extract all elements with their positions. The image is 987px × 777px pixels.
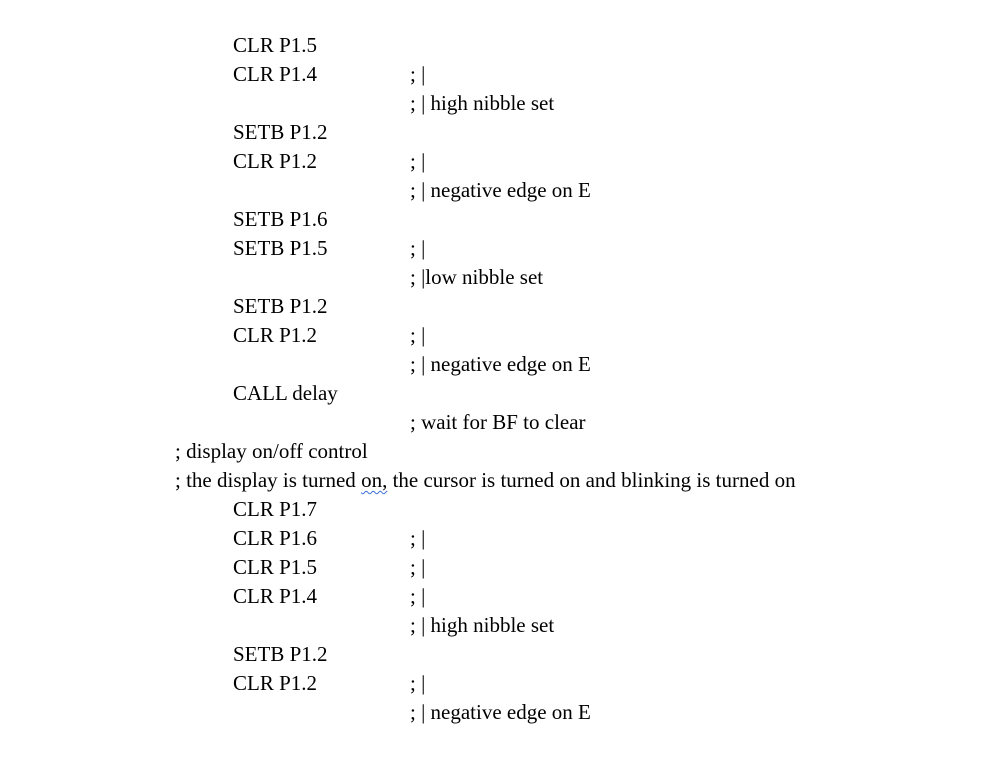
instruction: CLR P1.2 (233, 323, 318, 347)
heading-comment: ; display on/off control (175, 439, 368, 463)
code-comment: ; | (410, 62, 426, 86)
instruction: SETB P1.2 (233, 294, 328, 318)
instruction: CLR P1.2 (233, 149, 318, 173)
instruction: CLR P1.4 (233, 584, 318, 608)
code-comment: ; | (410, 555, 426, 579)
code-comment: ; |low nibble set (410, 265, 544, 289)
description-text: the cursor is turned on and blinking is turned on (387, 468, 796, 492)
instruction: CALL delay (233, 381, 338, 405)
code-comment: ; | high nibble set (410, 613, 555, 637)
code-comment: ; | negative edge on E (410, 352, 591, 376)
code-comment: ; | (410, 671, 426, 695)
section-heading-comment (0, 408, 368, 463)
description-comment (175, 466, 796, 495)
instruction: CLR P1.4 (233, 62, 318, 86)
instruction: SETB P1.6 (233, 207, 328, 231)
instruction: CLR P1.5 (233, 33, 318, 57)
instruction: CLR P1.7 (233, 497, 318, 521)
code-comment: ; | negative edge on E (410, 178, 591, 202)
instruction: SETB P1.2 (233, 120, 328, 144)
code-comment: ; | (410, 236, 426, 260)
instruction: CLR P1.5 (233, 555, 318, 579)
code-comment: ; | (410, 323, 426, 347)
code-comment: ; wait for BF to clear (410, 410, 586, 434)
code-comment: ; | negative edge on E (410, 700, 591, 724)
code-comment: ; | (410, 584, 426, 608)
instruction: CLR P1.6 (233, 526, 318, 550)
code-comment: ; | high nibble set (410, 91, 555, 115)
description-text: ; the display is turned (175, 468, 362, 492)
code-comment: ; | (410, 526, 426, 550)
instruction: SETB P1.5 (233, 236, 328, 260)
code-comment: ; | (410, 149, 426, 173)
instruction: CLR P1.2 (233, 671, 318, 695)
instruction: SETB P1.2 (233, 642, 328, 666)
spellcheck-flagged-word[interactable]: on, (361, 468, 388, 492)
